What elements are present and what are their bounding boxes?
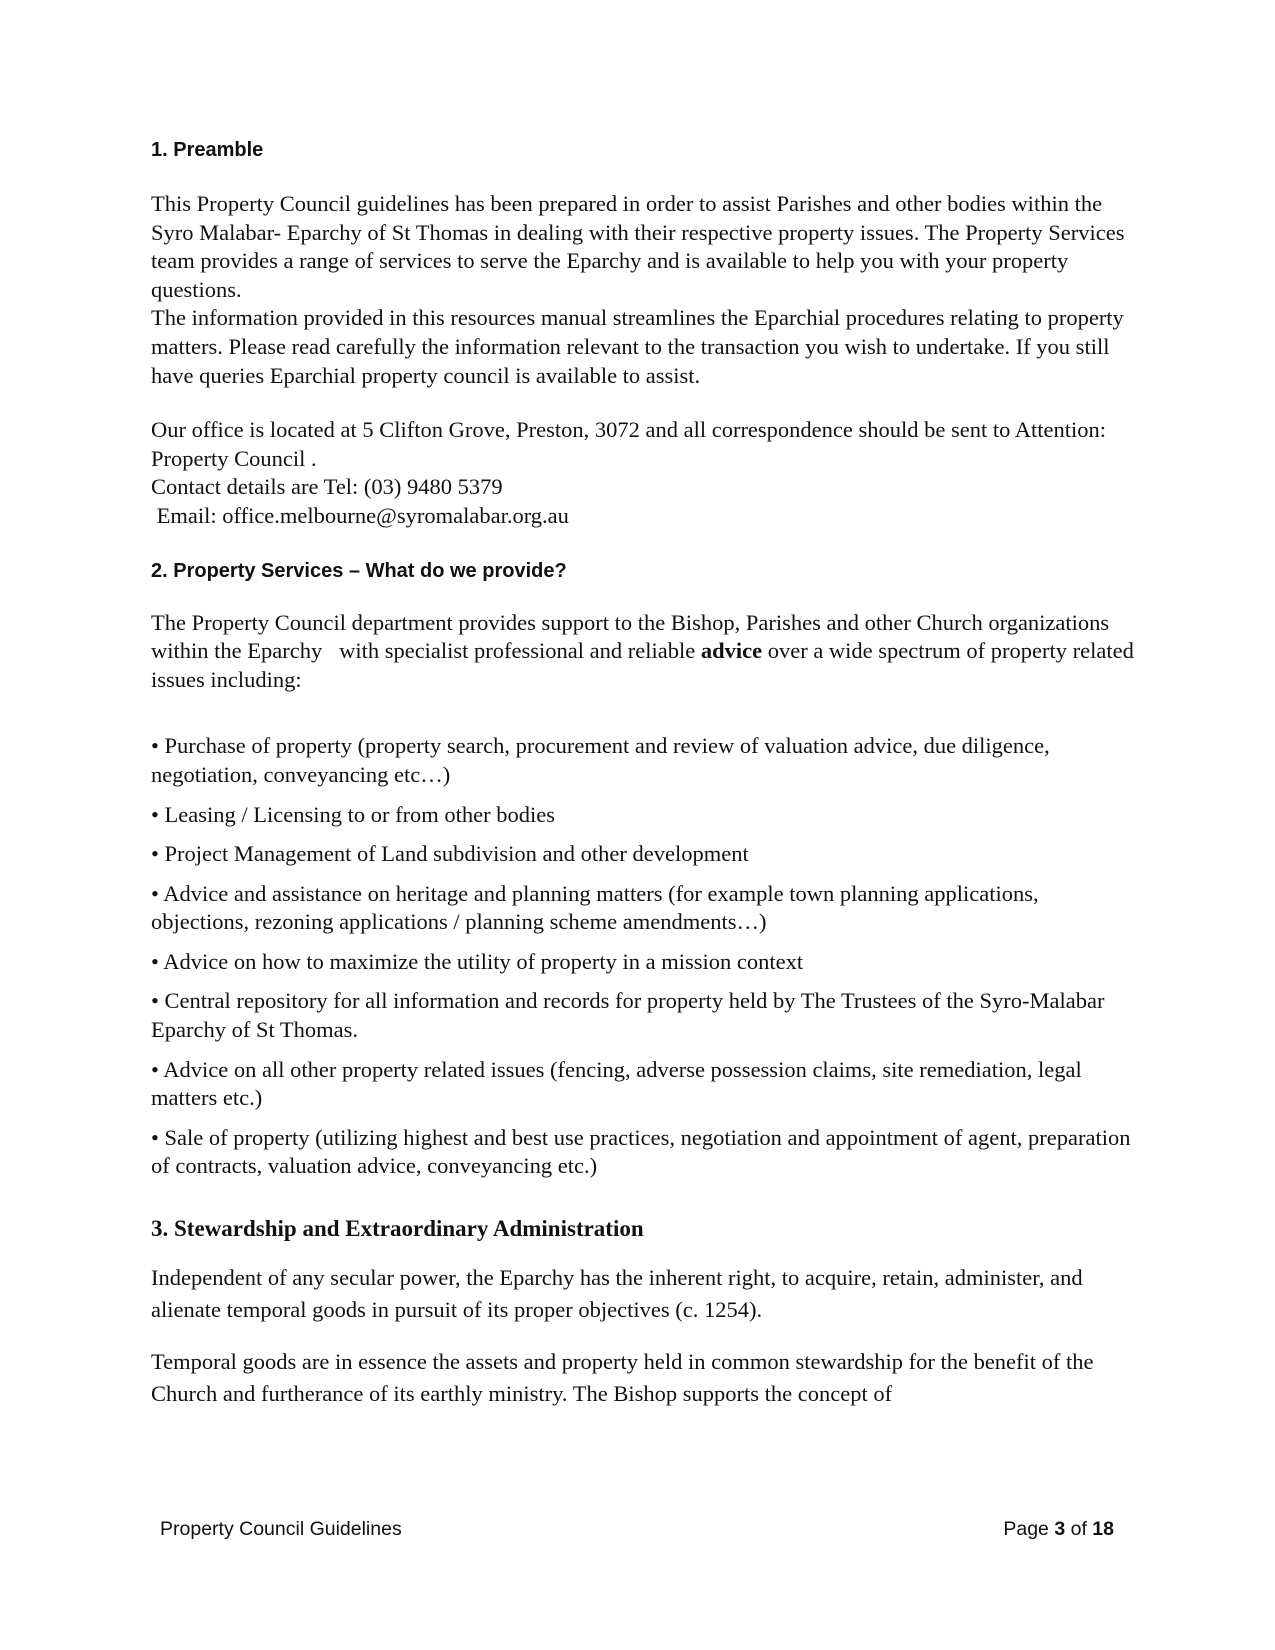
page-content — [151, 136, 1141, 1410]
preamble-paragraph-1: This Property Council guidelines has been prepared in order to assist Parishes and other bodies within the Syro Malabar- Eparchy of St Thomas in dealing with their respective property issues. The Property Services team provides a range of services to serve the Eparchy and is available to help you with your property questions. — [151, 191, 1125, 302]
section-heading-services: 2. Property Services – What do we provide? — [151, 559, 567, 582]
stewardship-paragraph-1: Independent of any secular power, the Eparchy has the inherent right, to acquire, retain, administer, and alienate temporal goods in pursuit of its proper objectives (c. 1254). — [151, 1265, 1083, 1323]
footer-page-number — [1003, 1518, 1114, 1541]
page-prefix: Page — [1003, 1518, 1055, 1540]
bullet-item: • Leasing / Licensing to or from other bodies — [151, 801, 556, 827]
stewardship-paragraph-2: Temporal goods are in essence the assets and property held in common stewardship for the benefit of the Church and furtherance of its earthly ministry. The Bishop supports the concept of — [151, 1349, 1094, 1407]
bullet-item: • Advice and assistance on heritage and planning matters (for example town planning applications, objections, rezoning applications / planning scheme amendments…) — [151, 880, 1039, 935]
office-address: Our office is located at 5 Clifton Grove, Preston, 3072 and all correspondence should be sent to Attention: Property Council . — [151, 417, 1106, 471]
page-current: 3 — [1054, 1518, 1066, 1540]
preamble-paragraph-2: The information provided in this resources manual streamlines the Eparchial procedures relating to property matters. Please read carefully the information relevant to the transaction you wish to undertake. If you still have queries Eparchial property council is available to assist. — [151, 305, 1124, 388]
bullet-item: • Sale of property (utilizing highest and best use practices, negotiation and appointment of agent, preparation of contracts, valuation advice, conveyancing etc.) — [151, 1124, 1131, 1179]
section-heading-preamble: 1. Preamble — [151, 139, 264, 161]
office-email: Email: office.melbourne@syromalabar.org.au — [151, 502, 569, 528]
office-phone: Contact details are Tel: (03) 9480 5379 — [151, 474, 503, 500]
footer-document-title: Property Council Guidelines — [160, 1518, 402, 1540]
section-heading-stewardship: 3. Stewardship and Extraordinary Administration — [151, 1216, 644, 1242]
services-intro-text-end: over a wide spectrum of property related issues including: — [151, 638, 1140, 692]
bullet-item: • Advice on all other property related issues (fencing, adverse possession claims, site remediation, legal matters etc.) — [151, 1056, 1082, 1111]
bullet-item: • Project Management of Land subdivision and other development — [151, 841, 749, 867]
page-mid: of — [1065, 1518, 1093, 1540]
services-intro — [151, 609, 1141, 695]
services-bullet-list — [151, 732, 1141, 1181]
page-total: 18 — [1092, 1518, 1114, 1540]
services-intro-text: The Property Council department provides support to the Bishop, Parishes and other Church organizations within the Eparchy with specialist professional and reliable — [151, 609, 1115, 664]
bullet-item: • Advice on how to maximize the utility of property in a mission context — [151, 948, 804, 974]
bullet-item: • Central repository for all information and records for property held by The Trustees of the Syro-Malabar Eparchy of St Thomas. — [151, 988, 1105, 1043]
services-intro-bold: advice — [700, 638, 763, 664]
bullet-item: • Purchase of property (property search, procurement and review of valuation advice, due diligence, negotiation, conveyancing etc…) — [151, 733, 1050, 787]
